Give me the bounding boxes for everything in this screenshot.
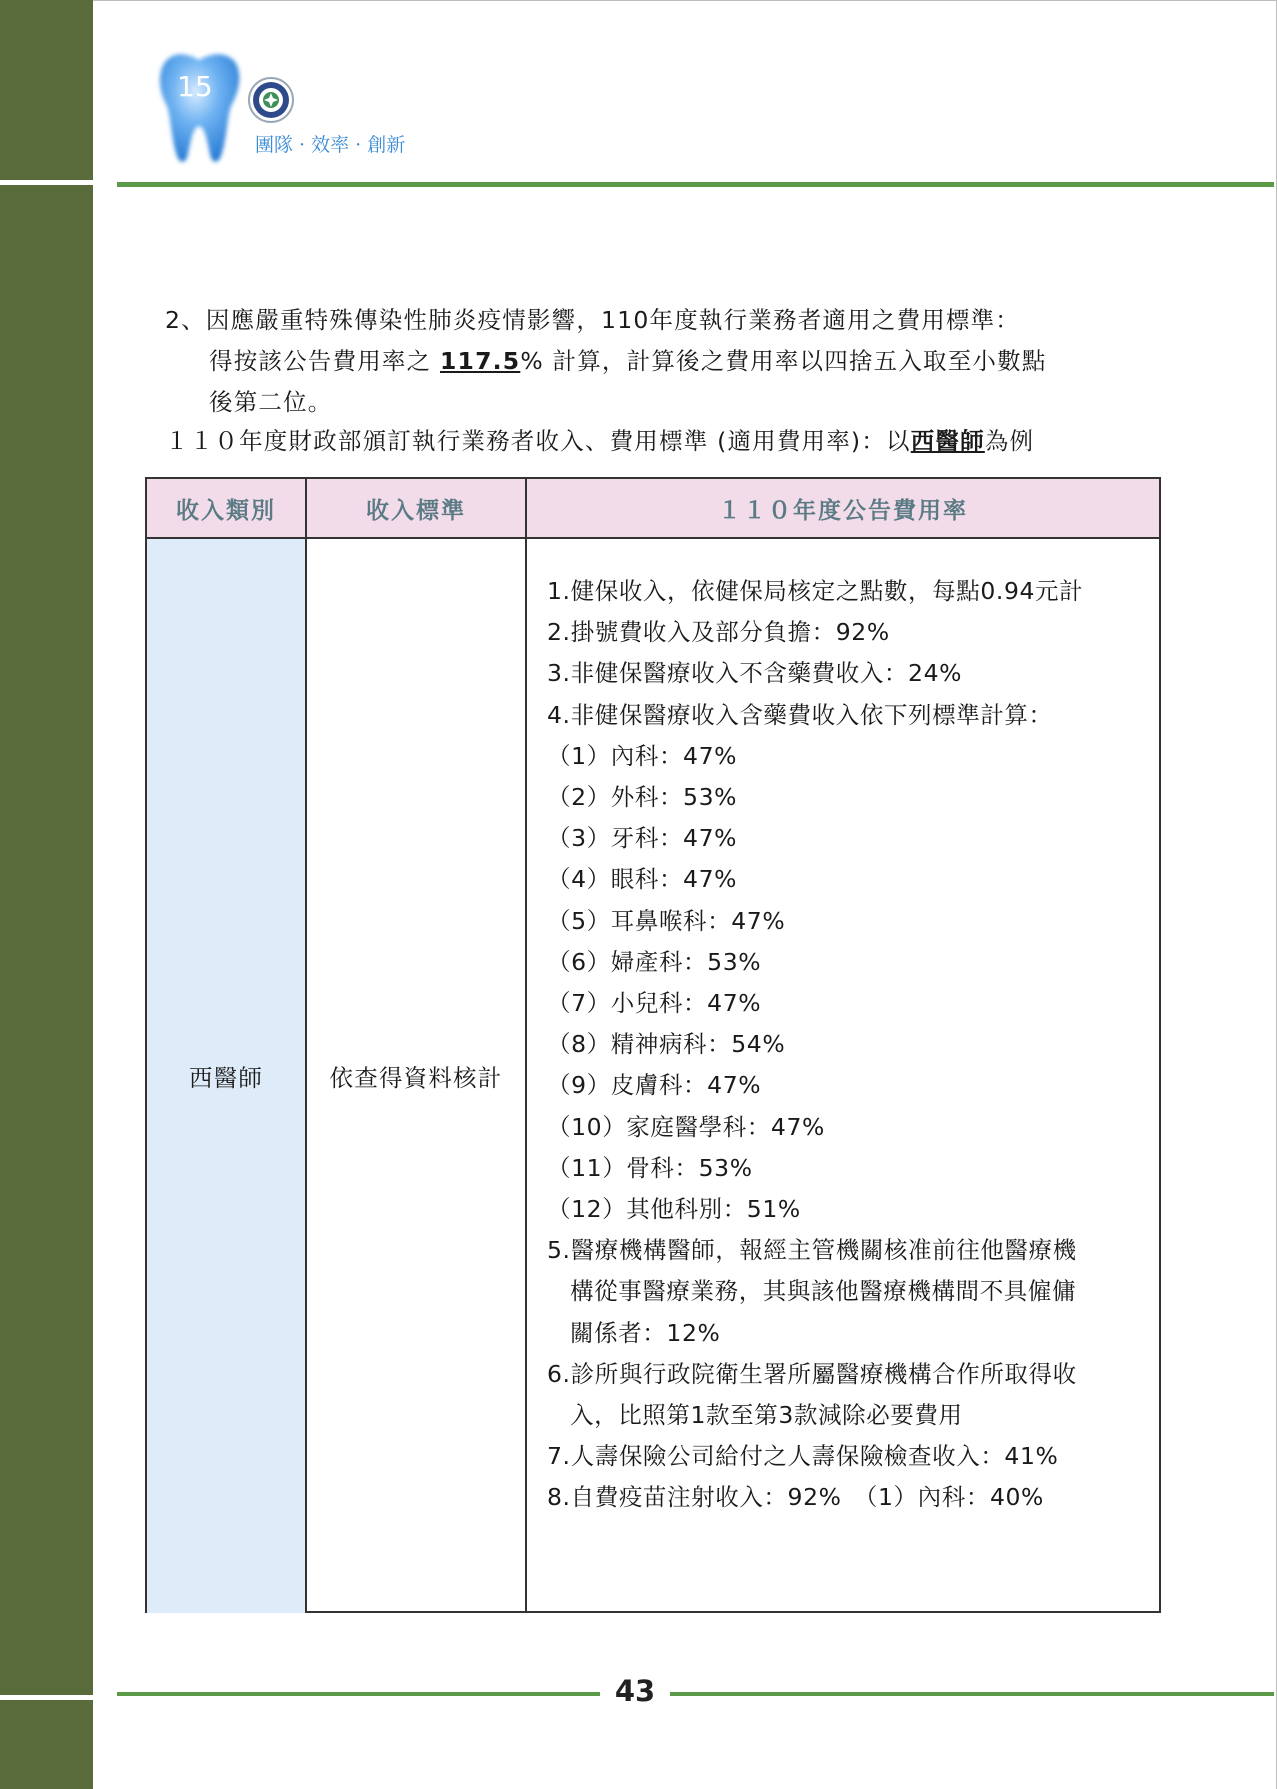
intro-line-3: 後第二位。 — [209, 388, 333, 416]
caption-pre: １１０年度財政部頒訂執行業務者收入、費用標準 (適用費用率)：以 — [165, 427, 911, 455]
rate-item: （3）牙科：47% — [547, 824, 738, 853]
rate-table — [145, 477, 1161, 1613]
intro-line-2 — [165, 341, 1165, 382]
rate-item-continuation: 關係者：12% — [570, 1318, 721, 1347]
page-header — [155, 48, 475, 168]
header-rule — [117, 182, 1274, 187]
rate-item: 7.人壽保險公司給付之人壽保險檢查收入：41% — [547, 1442, 1059, 1471]
rate-item: （5）耳鼻喉科：47% — [547, 906, 786, 935]
cell-standard: 依查得資料核計 — [329, 1064, 503, 1092]
rate-item: 6.診所與行政院衛生署所屬醫療機構合作所取得收 — [547, 1359, 1077, 1388]
caption-highlight: 西醫師 — [910, 427, 985, 455]
header-standard: 收入標準 — [366, 497, 466, 524]
rate-item: （2）外科：53% — [547, 783, 738, 812]
rate-item: （12）其他科別：51% — [547, 1195, 801, 1224]
cell-category: 西醫師 — [188, 1064, 264, 1092]
intro-paragraph — [165, 300, 1165, 423]
sidebar-gap-bottom — [0, 1695, 93, 1700]
rate-item: 2.掛號費收入及部分負擔：92% — [547, 618, 890, 647]
caption-post: 為例 — [984, 427, 1035, 455]
intro-line-1: 2、因應嚴重特殊傳染性肺炎疫情影響，110年度執行業務者適用之費用標準： — [165, 306, 1021, 334]
rate-item: （4）眼科：47% — [547, 865, 738, 894]
page-number: 43 — [614, 1674, 656, 1708]
ministry-seal-icon — [247, 76, 295, 124]
tooth-icon — [155, 48, 243, 166]
rate-item: 4.非健保醫療收入含藥費收入依下列標準計算： — [547, 700, 1053, 729]
sidebar-gap-top — [0, 180, 93, 185]
footer-rule-left — [117, 1692, 600, 1696]
rate-item-continuation: 構從事醫療業務，其與該他醫療機構間不具僱傭 — [570, 1277, 1077, 1306]
slogan: 團隊 · 效率 · 創新 — [255, 134, 406, 156]
rate-multiplier: 117.5 — [439, 347, 521, 375]
rate-list — [547, 571, 1159, 1519]
rate-item: 8.自費疫苗注射收入：92% （1）內科：40% — [547, 1483, 1044, 1512]
column-divider-2 — [525, 479, 527, 1611]
rate-item: （7）小兒科：47% — [547, 989, 762, 1018]
sidebar-band — [0, 0, 93, 1789]
rate-item: （1）內科：47% — [547, 741, 738, 770]
footer-rule-right — [670, 1692, 1274, 1696]
rate-item: （8）精神病科：54% — [547, 1030, 786, 1059]
header-category: 收入類別 — [176, 497, 276, 524]
intro-line-2-pre: 得按該公告費用率之 — [209, 347, 440, 375]
rate-item: 1.健保收入，依健保局核定之點數，每點0.94元計 — [547, 577, 1084, 605]
rate-item: （11）骨科：53% — [547, 1153, 753, 1182]
header-rate: １１０年度公告費用率 — [718, 497, 968, 524]
rate-item: 3.非健保醫療收入不含藥費收入：24% — [547, 659, 963, 688]
tooth-number: 15 — [177, 70, 213, 103]
rate-item-continuation: 入，比照第1款至第3款減除必要費用 — [570, 1401, 963, 1430]
table-caption — [165, 422, 1034, 456]
intro-line-2-post: % 計算，計算後之費用率以四捨五入取至小數點 — [520, 347, 1047, 375]
rate-item: （6）婦產科：53% — [547, 947, 762, 976]
rate-item: 5.醫療機構醫師，報經主管機關核准前往他醫療機 — [547, 1236, 1077, 1265]
rate-item: （9）皮膚科：47% — [547, 1071, 762, 1100]
rate-item: （10）家庭醫學科：47% — [547, 1112, 825, 1141]
